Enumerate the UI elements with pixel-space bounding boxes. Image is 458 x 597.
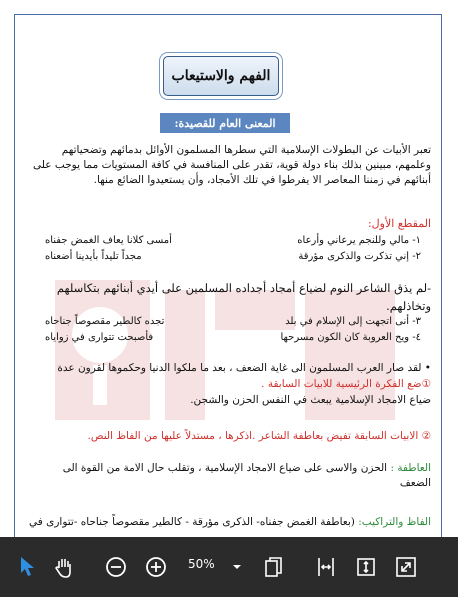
statement-paragraph	[25, 279, 431, 315]
zoom-in-icon[interactable]	[140, 551, 172, 583]
words-text: (بعاطفة الغمض جفناه- الذكرى مؤرقة - كالطير مقصوصاً جناحاه -تتوارى في	[29, 516, 359, 528]
intro-line: وعلمهم، مبينين بذلك بناء دولة قوية، تقدر على المنافسة في كافة المستويات مما يوجب على	[33, 159, 431, 171]
verse-second-half: مجداً تليداً بأيدينا أضعناه	[45, 251, 142, 262]
intro-paragraph	[25, 143, 431, 188]
bullet-line: • لقد صار العرب المسلمون الى غاية الضعف ، بعد ما ملكوا الدنيا وحكموها لقرون عدة	[57, 362, 431, 374]
verse-second-half: أمسى كلانا يعاف الغمض جفناه	[45, 235, 172, 246]
zoom-level[interactable]: 50%	[188, 557, 215, 571]
fullscreen-icon[interactable]	[390, 551, 422, 583]
verse-second-half: فأصبحت تتوارى في زواياه	[45, 332, 154, 343]
verse-first-half: ٣- أنى اتجهت إلى الإسلام في بلد	[285, 316, 421, 327]
viewer-toolbar	[0, 537, 458, 597]
pointer-icon[interactable]	[12, 551, 44, 583]
verse-row	[25, 316, 431, 330]
statement-line: وتخاذلهم.	[386, 299, 431, 313]
zoom-out-icon[interactable]	[100, 551, 132, 583]
page-view-icon[interactable]	[258, 551, 290, 583]
emotion-label: العاطفة :	[390, 462, 431, 474]
verse-first-half: ٢- إني تذكرت والذكرى مؤرقة	[298, 251, 421, 262]
page-title: الفهم والاستيعاب	[163, 56, 279, 96]
intro-line: أبنائهم في زمننا المعاصر الا يفرطوا في تلك الأمجاد، وأن يستعيدوا الضائع منها.	[93, 174, 431, 186]
verse-row	[25, 235, 431, 249]
question-2: ② الابيات السابقة تفيض بعاطفة الشاعر .اذكرها ، مستدلاً عليها من الفاظ النص.	[87, 430, 431, 442]
answer-1: ضياع الامجاد الإسلامية يبعث في النفس الحزن والشجن.	[190, 394, 431, 406]
fit-page-icon[interactable]	[350, 551, 382, 583]
words-label: الفاظ والتراكيب:	[358, 516, 431, 528]
emotion-text: الحزن والاسى على ضياع الامجاد الإسلامية ، وتقلب حال الامة من القوة الى	[62, 462, 391, 474]
words-paragraph	[25, 515, 431, 530]
section-heading: المعنى العام للقصيدة:	[160, 113, 290, 133]
emotion-paragraph	[25, 461, 431, 491]
emotion-text-2: الضعف	[399, 477, 431, 489]
document-page	[14, 14, 442, 596]
section1-title: المقطع الأول:	[367, 217, 431, 230]
statement-line: -لم يذق الشاعر النوم لضياع أمجاد أجداده المسلمين على أيدي أبنائهم بتكاسلهم	[56, 281, 431, 295]
verse-row	[25, 332, 431, 346]
verse-first-half: ١- مالي وللنجم يرعاني وأرعاه	[297, 235, 421, 246]
verse-first-half: ٤- ويح العروبة كان الكون مسرحها	[280, 332, 421, 343]
verse-second-half: تجده كالطير مقصوصاً جناحاه	[45, 316, 165, 327]
intro-line: تعبر الأبيات عن البطولات الإسلامية التي سطرها المسلمون الأوائل بدمائهم وتضحياتهم	[61, 144, 431, 156]
question-1: ①ضع الفكرة الرئيسية للابيات السابقة .	[261, 378, 431, 390]
verse-row	[25, 251, 431, 265]
chevron-down-icon[interactable]	[221, 551, 253, 583]
fit-width-icon[interactable]	[310, 551, 342, 583]
bullet-icon: •	[421, 362, 431, 374]
hand-icon[interactable]	[48, 551, 80, 583]
